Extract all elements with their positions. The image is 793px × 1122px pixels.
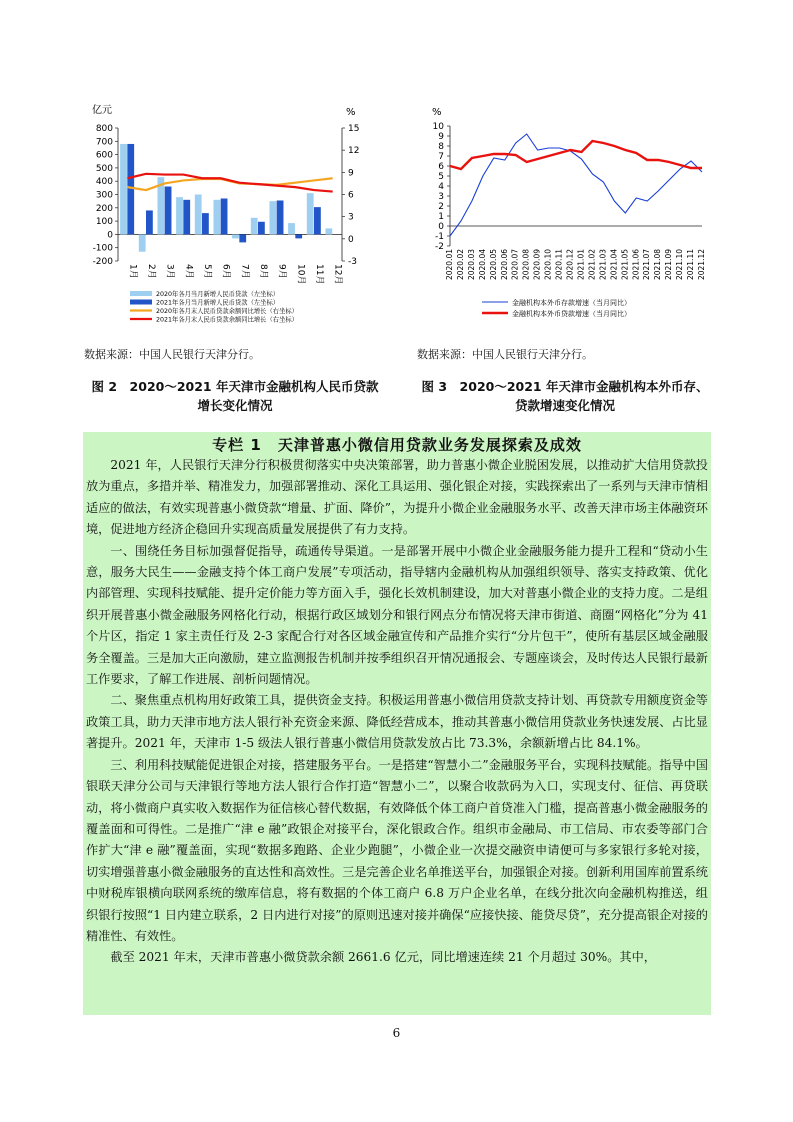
figure2-caption [70,377,400,415]
x-tick-label: 2021.06 [631,249,641,281]
legend-label: 金融机构本外币存款增速（当月同比） [512,299,631,307]
legend-label: 2020年各月末人民币贷款余额同比增长（右坐标） [156,308,298,315]
left-tick-label: -200 [92,257,113,267]
y-tick-label: 9 [438,132,444,142]
bar [127,144,134,234]
page-number: 6 [392,1026,401,1040]
bar [202,213,209,234]
x-tick-label: 8月 [258,264,268,279]
figure2-caption-line2: 增长变化情况 [197,398,273,413]
figure3-caption-line1: 图 3 2020～2021 年天津市金融机构本外币存、 [421,379,709,394]
left-tick-label: 100 [95,217,113,228]
box-paragraph: 三、利用科技赋能促进银企对接，搭建服务平台。一是搭建“智慧小二”金融服务平台，实现科技赋能。指导中国银联天津分公司与天津银行等地方法人银行合作打造“智慧小二”，以聚合收款码为入口，实现支付、征信、再贷联动，将小微商户真实收入数据作为征信核心替代数据，有效降低个体工商户首贷准入门槛，提高普惠小微金融服务的覆盖面和可得性。二是推广“津 e 融”政银企对接平台，深化银政合作。组织市金融局、市工信局、市农委等部门合作扩大“津 e 融”覆盖面，实现“数据多跑路、企业少跑腿”，小微企业一次提交融资申请便可与多家银行多轮对接，切实增强普惠小微金融服务的直达性和高效性。三是完善企业名单推送平台，加强银企对接。创新利用国库前置系统中财税库银横向联网系统的缴库信息，将有数据的个体工商户 6.8 万户企业名单，在线分批次向金融机构推送，组织银行按照“1 日内建立联系，2 日内进行对接”的原则迅速对接并确保“应接快接、能贷尽贷”，充分提高银企对接的精准性、有效性。 [86,757,708,943]
right-axis-label: % [346,107,356,118]
x-tick-label: 2021.12 [697,249,706,281]
legend-label: 金融机构本外币贷款增速（当月同比） [512,310,631,318]
bar [176,197,183,234]
box-paragraph: 二、聚焦重点机构用好政策工具，提供资金支持。积极运用普惠小微信用贷款支持计划、再贷款专用额度资金等政策工具，助力天津市地方法人银行补充资金来源、降低经营成本，推动其普惠小微信用贷款业务快速发展、占比显著提升。2021 年，天津市 1-5 级法人银行普惠小微信用贷款发放占比 73.3%，余额新增占比 84.1%。 [86,693,708,751]
bar [269,201,276,234]
x-tick-label: 2021.01 [576,249,586,281]
y-tick-label: 3 [438,192,444,202]
left-tick-label: 600 [95,150,113,161]
bar [146,210,153,234]
x-tick-label: 2020.10 [543,249,553,281]
bar [120,144,127,234]
x-tick-label: 2021.11 [686,249,696,281]
figure3-caption-line2: 贷款增速变化情况 [514,398,615,413]
figure2-chart [80,96,380,336]
y-tick-label: 10 [432,122,444,132]
x-tick-label: 7月 [239,264,250,279]
x-tick-label: 4月 [183,264,194,279]
x-tick-label: 2021.04 [609,249,619,281]
x-tick-label: 6月 [220,264,231,279]
bar [232,234,239,238]
left-tick-label: 400 [95,177,113,188]
right-tick-label: 15 [348,124,360,134]
x-tick-label: 2021.08 [653,249,663,281]
box-paragraph: 一、围绕任务目标加强督促指导，疏通传导渠道。一是部署开展中小微企业金融服务能力提升工程和“贷动小生意，服务大民生——金融支持个体工商户发展”专项活动，指导辖内金融机构从加强组织领导、落实支持政策、优化内部管理、实现科技赋能、提升定价能力等方面入手，强化长效机制建设，加大对普惠小微企业的支持力度。二是组织开展普惠小微金融服务网格化行动，根据行政区域划分和银行网点分布情况将天津市街道、商圈“网格化”分为 41 个片区，指定 1 家主责任行及 2-3 家配合行对各区域金融宣传和产品推介实行“分片包干”，使所有基层区域金融服务全覆盖。三是加大正向激励，建立监测报告机制并按季组织召开情况通报会、专题座谈会，及时传达人民银行最新工作要求，了解工作进展、剖析问题情况。 [86,543,708,687]
bar [258,222,265,235]
y-tick-label: 7 [438,152,444,162]
x-tick-label: 12月 [332,264,343,285]
left-tick-label: 700 [95,137,113,148]
right-tick-label: 3 [348,212,354,223]
box-paragraph: 2021 年，人民银行天津分行积极贯彻落实中央决策部署，助力普惠小微企业脱困发展，以推动扩大信用贷款投放为重点，多措并举、精准发力，加强部署推动、深化工具运用、强化银企对接，实践探索出了一系列与天津市情相适应的做法，有效实现普惠小微贷款“增量、扩面、降价”，为提升小微企业金融服务水平、改善天津市场主体融资环境，促进地方经济企稳回升实现高质量发展提供了有力支持。 [86,458,708,537]
figure2-caption-line1: 图 2 2020～2021 年天津市金融机构人民币贷款 [91,379,379,394]
y-tick-label: 6 [438,162,444,172]
left-tick-label: 0 [107,230,113,241]
y-tick-label: -1 [435,232,444,242]
bar [277,200,284,234]
y-tick-label: 8 [438,142,444,152]
bar [288,223,295,234]
x-tick-label: 2021.05 [620,249,630,281]
bar [165,187,172,235]
x-tick-label: 5月 [202,264,212,279]
x-tick-label: 2020.02 [455,249,465,281]
bar [195,195,202,235]
legend-label: 2021年各月末人民币贷款余额同比增长（右坐标） [156,316,298,324]
x-tick-label: 2020.05 [488,249,498,281]
bar [221,198,228,234]
column-box [83,432,711,1015]
x-tick-label: 2020.09 [532,249,542,281]
x-tick-label: 2月 [146,264,156,279]
figure3-caption [405,377,725,415]
x-tick-label: 2020.06 [499,249,509,281]
x-tick-label: 2020.01 [445,249,454,281]
y-tick-label: -2 [435,242,444,252]
x-tick-label: 2020.11 [554,249,564,281]
figure3-chart [410,96,710,336]
bar [239,234,246,242]
figure3-source: 数据来源：中国人民银行天津分行。 [417,348,593,361]
y-tick-label: 0 [438,222,444,232]
box-title: 专栏 1 天津普惠小微信用贷款业务发展探索及成效 [212,436,582,454]
bar [307,193,314,234]
figure2-source: 数据来源：中国人民银行天津分行。 [84,348,260,361]
right-tick-label: 0 [348,234,354,245]
bar [325,228,332,234]
y-tick-label: 2 [438,202,444,212]
x-tick-label: 11月 [314,264,324,285]
legend-swatch [130,300,152,305]
x-tick-label: 2021.09 [664,249,674,281]
bar [183,200,190,235]
bar [251,218,258,235]
x-tick-label: 2020.07 [510,249,520,281]
right-tick-label: 9 [348,168,354,179]
right-tick-label: 6 [348,190,354,201]
bar [139,234,146,251]
legend-label: 2020年各月当月新增人民币贷款（左坐标） [156,291,280,298]
bar [314,207,321,234]
x-tick-label: 2021.07 [642,249,652,281]
x-tick-label: 2020.03 [466,249,476,281]
left-tick-label: -100 [92,243,113,254]
x-tick-label: 3月 [164,264,175,279]
right-tick-label: -3 [348,257,357,267]
legend-label: 2021年各月当月新增人民币贷款（左坐标） [156,299,280,307]
x-tick-label: 2021.03 [598,249,608,281]
bar [213,200,220,235]
y-tick-label: 4 [438,182,444,192]
x-tick-label: 10月 [295,264,306,285]
bar [295,234,302,238]
x-tick-label: 1月 [127,264,138,279]
y-tick-label: 5 [438,172,444,182]
x-tick-label: 2020.04 [477,249,487,281]
left-tick-label: 800 [95,124,113,134]
left-tick-label: 300 [95,190,113,201]
y-tick-label: 1 [438,212,444,222]
x-tick-label: 2020.08 [521,249,531,281]
series-line [450,134,702,236]
legend-swatch [130,291,152,296]
left-tick-label: 500 [95,163,113,174]
left-axis-label: 亿元 [92,105,112,116]
y-axis-label: % [432,107,442,118]
x-tick-label: 2021.10 [675,249,685,281]
x-tick-label: 2021.02 [587,249,597,281]
left-tick-label: 200 [95,203,113,214]
x-tick-label: 9月 [276,264,287,279]
x-tick-label: 2020.12 [565,249,575,281]
right-tick-label: 12 [348,146,360,157]
box-paragraph: 截至 2021 年末，天津市普惠小微贷款余额 2661.6 亿元，同比增速连续 21 个月超过 30%。其中， [110,950,656,965]
